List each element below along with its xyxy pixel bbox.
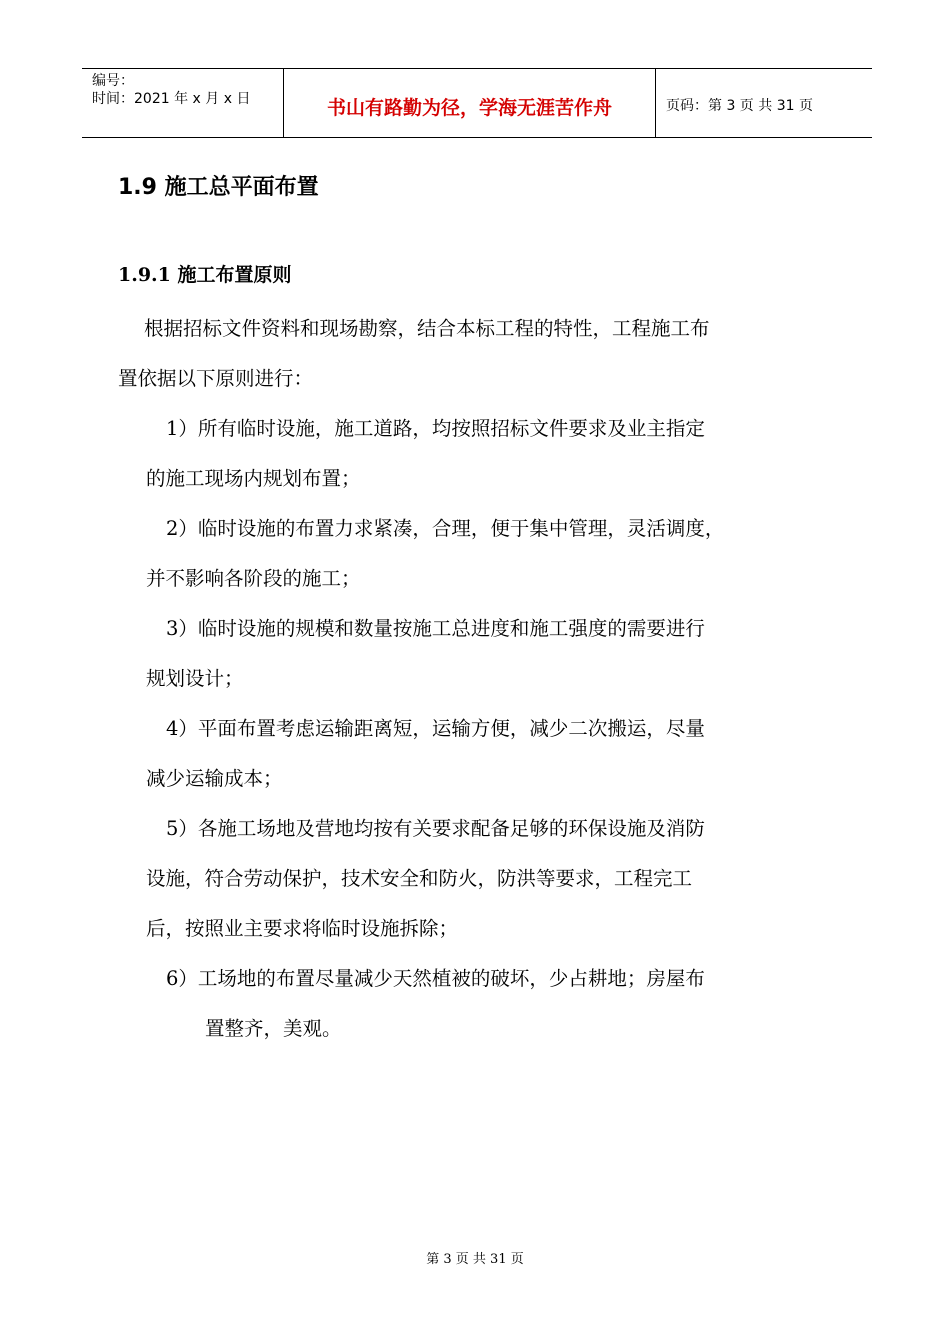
item-2-line-2: 并不影响各阶段的施工；	[146, 567, 361, 590]
page-footer: 第 3 页 共 31 页	[426, 1252, 524, 1267]
item-1-line-1: 1）所有临时设施，施工道路，均按照招标文件要求及业主指定	[166, 417, 705, 440]
header-page-info: 页码：第 3 页 共 31 页	[666, 98, 813, 114]
item-4-line-2: 减少运输成本；	[146, 767, 283, 790]
item-5-line-3: 后，按照业主要求将临时设施拆除；	[146, 917, 459, 940]
item-3-line-2: 规划设计；	[146, 667, 244, 690]
header-time-label: 时间：2021 年 x 月 x 日	[92, 91, 251, 107]
item-6-line-2: 置整齐，美观。	[205, 1017, 342, 1040]
item-3-line-1: 3）临时设施的规模和数量按施工总进度和施工强度的需要进行	[166, 617, 705, 640]
subsection-title: 1.9.1 施工布置原则	[118, 264, 292, 286]
intro-line-2: 置依据以下原则进行：	[118, 367, 314, 390]
item-1-line-2: 的施工现场内规划布置；	[146, 467, 361, 490]
item-5-line-2: 设施，符合劳动保护，技术安全和防火，防洪等要求，工程完工	[146, 867, 693, 890]
page-header	[82, 68, 872, 138]
item-2-line-1: 2）临时设施的布置力求紧凑，合理，便于集中管理，灵活调度，	[166, 517, 725, 540]
item-6-line-1: 6）工场地的布置尽量减少天然植被的破坏，少占耕地；房屋布	[166, 967, 705, 990]
header-meta	[82, 69, 284, 137]
section-title: 1.9 施工总平面布置	[118, 175, 319, 200]
intro-line-1: 根据招标文件资料和现场勘察，结合本标工程的特性，工程施工布	[144, 317, 710, 340]
header-motto: 书山有路勤为径，学海无涯苦作舟	[284, 69, 656, 137]
item-4-line-1: 4）平面布置考虑运输距离短，运输方便，减少二次搬运，尽量	[166, 717, 705, 740]
header-number-label: 编号：	[92, 73, 134, 89]
item-5-line-1: 5）各施工场地及营地均按有关要求配备足够的环保设施及消防	[166, 817, 705, 840]
